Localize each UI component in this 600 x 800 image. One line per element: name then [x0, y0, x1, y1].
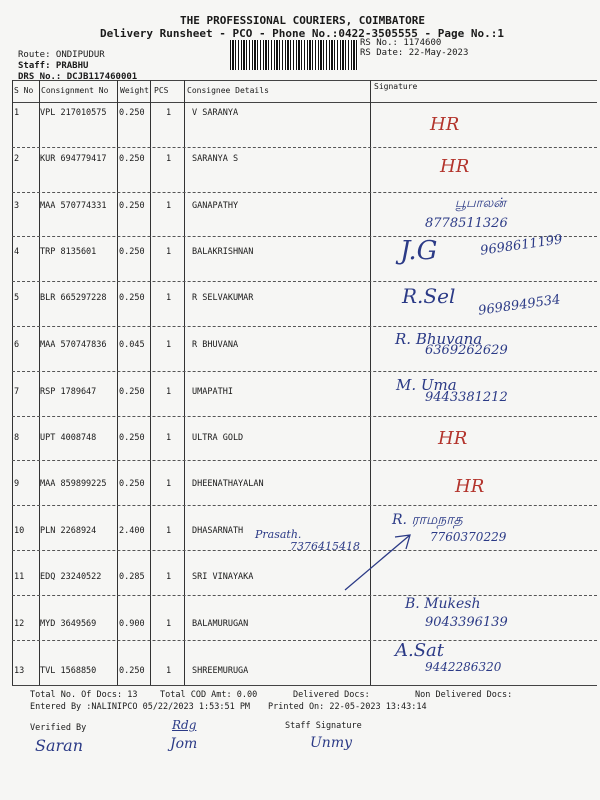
row-divider	[12, 192, 597, 193]
cell-pcs: 1	[166, 572, 172, 582]
cell-consignment: MYD 3649569	[40, 618, 97, 629]
row-divider	[12, 281, 597, 282]
cell-pcs: 1	[166, 432, 172, 443]
cell-pcs: 1	[166, 247, 172, 258]
delivered-docs: Delivered Docs:	[293, 690, 370, 700]
cell-consignee: V SARANYA	[192, 108, 239, 118]
cell-weight: 0.285	[119, 572, 145, 582]
row-divider	[12, 147, 597, 148]
cell-consignee: DHEENATHAYALAN	[192, 479, 264, 490]
cell-consignment: MAA 859899225	[40, 479, 107, 490]
signature-row-3-phone: 8778511326	[425, 216, 508, 231]
signature-row-4-mark: J.G	[400, 236, 438, 266]
rs-number: RS No.: 1174600	[360, 38, 442, 48]
cell-pcs: 1	[166, 340, 172, 350]
cell-consignee: UMAPATHI	[192, 386, 233, 397]
cell-consignment: TVL 1568850	[40, 665, 97, 676]
cell-consignment: BLR 665297228	[40, 293, 107, 304]
cell-weight: 0.045	[119, 340, 145, 350]
rdg-mark: Rdg	[172, 718, 197, 732]
signature-row-8: HR	[438, 428, 468, 449]
col-header-signature: Signature	[374, 82, 418, 91]
signature-row-3-name: பூபாலன்	[455, 196, 506, 211]
signature-row-10-name: Prasath.	[255, 528, 302, 541]
cell-consignee: ULTRA GOLD	[192, 432, 244, 443]
runsheet-table	[12, 80, 597, 686]
arrow-mark	[340, 525, 420, 595]
cell-consignment: KUR 694779417	[40, 153, 107, 164]
signature-row-9: HR	[455, 476, 485, 497]
cell-consignee: SARANYA S	[192, 153, 239, 164]
signature-row-6-name: R. Bhuvana	[395, 330, 483, 348]
cell-consignment: PLN 2268924	[40, 526, 97, 537]
signature-row-10-receiver-phone: 7760370229	[430, 530, 507, 544]
signature-row-12-phone: 9043396139	[425, 615, 508, 630]
cell-sno: 4	[14, 247, 20, 258]
company-title: THE PROFESSIONAL COURIERS, COIMBATORE	[180, 14, 426, 27]
staff-signature-label: Staff Signature	[285, 721, 362, 731]
signature-row-7-phone: 9443381212	[425, 390, 508, 405]
cell-consignment: RSP 1789647	[40, 386, 97, 397]
verified-signature: Saran	[35, 736, 83, 755]
signature-row-10-receiver: R. ராமநாத	[392, 512, 463, 528]
row-divider	[12, 236, 597, 237]
non-delivered-docs: Non Delivered Docs:	[415, 690, 513, 700]
row-divider	[12, 460, 597, 461]
cell-consignment: MAA 570774331	[40, 200, 107, 211]
cell-pcs: 1	[166, 665, 172, 676]
cell-consignee: SHREEMURUGA	[192, 665, 249, 676]
row-divider	[12, 371, 597, 372]
cell-pcs: 1	[166, 386, 172, 397]
route-label: Route: ONDIPUDUR	[18, 50, 105, 60]
cell-pcs: 1	[166, 293, 172, 304]
col-header-weight: Weight	[120, 86, 149, 95]
cell-weight: 0.900	[119, 618, 145, 629]
row-divider	[12, 505, 597, 506]
signature-row-10-phone: 7376415418	[290, 540, 360, 553]
signature-row-13-mark: A.Sat	[395, 640, 445, 661]
cell-sno: 1	[14, 108, 20, 118]
cell-pcs: 1	[166, 200, 172, 211]
row-divider	[12, 640, 597, 641]
cell-sno: 13	[14, 665, 25, 676]
signature-row-5-mark: R.Sel	[402, 284, 456, 308]
cell-consignee: R BHUVANA	[192, 340, 239, 350]
cell-weight: 2.400	[119, 526, 145, 537]
cell-sno: 12	[14, 618, 25, 629]
cell-weight: 0.250	[119, 293, 145, 304]
signature-row-5-phone: 9698949534	[477, 292, 562, 319]
staff-label: Staff: PRABHU	[18, 61, 89, 71]
cell-consignee: DHASARNATH	[192, 526, 244, 537]
cell-pcs: 1	[166, 153, 172, 164]
signature-row-6-phone: 6369262629	[425, 343, 508, 358]
cell-weight: 0.250	[119, 386, 145, 397]
cell-weight: 0.250	[119, 432, 145, 443]
runsheet-subtitle: Delivery Runsheet - PCO - Phone No.:0422-3505555 - Page No.:1	[100, 27, 504, 40]
cell-weight: 0.250	[119, 200, 145, 211]
row-divider	[12, 326, 597, 327]
cell-sno: 11	[14, 572, 25, 582]
cell-sno: 5	[14, 293, 20, 304]
cell-weight: 0.250	[119, 479, 145, 490]
verified-by-label: Verified By	[30, 723, 87, 733]
total-docs: Total No. Of Docs: 13	[30, 690, 138, 700]
col-header-sno: S No	[14, 86, 34, 95]
cell-consignment: MAA 570747836	[40, 340, 107, 350]
signature-row-7-name: M. Uma	[396, 376, 457, 394]
cell-sno: 2	[14, 153, 20, 164]
cell-consignment: UPT 4008748	[40, 432, 97, 443]
cell-consignee: SRI VINAYAKA	[192, 572, 254, 582]
cell-sno: 9	[14, 479, 20, 490]
cell-sno: 7	[14, 386, 20, 397]
col-header-consignment: Consignment No	[41, 86, 109, 95]
printed-on: Printed On: 22-05-2023 13:43:14	[268, 702, 427, 712]
total-cod: Total COD Amt: 0.00	[160, 690, 258, 700]
staff-signature: Unmy	[310, 735, 352, 751]
cell-consignment: EDQ 23240522	[40, 572, 102, 582]
signature-row-4-phone: 9698611199	[479, 232, 564, 259]
cell-sno: 10	[14, 526, 25, 537]
row-divider	[12, 595, 597, 596]
cell-consignee: R SELVAKUMAR	[192, 293, 254, 304]
row-divider	[12, 416, 597, 417]
signature-row-13-phone: 9442286320	[425, 660, 502, 674]
cell-weight: 0.250	[119, 247, 145, 258]
cell-sno: 6	[14, 340, 20, 350]
cell-pcs: 1	[166, 108, 172, 118]
cell-pcs: 1	[166, 526, 172, 537]
col-header-consignee: Consignee Details	[187, 86, 269, 95]
cell-consignee: BALAKRISHNAN	[192, 247, 254, 258]
barcode-image	[230, 40, 358, 70]
signature-row-2: HR	[440, 156, 470, 177]
rs-date: RS Date: 22-May-2023	[360, 48, 469, 58]
cell-weight: 0.250	[119, 153, 145, 164]
drs-number: DRS No.: DCJB117460001	[18, 72, 138, 82]
cell-consignee: BALAMURUGAN	[192, 618, 249, 629]
signature-row-12-name: B. Mukesh	[405, 596, 481, 612]
col-header-pcs: PCS	[154, 86, 169, 95]
entered-by: Entered By :NALINIPCO 05/22/2023 1:53:51 PM	[30, 702, 251, 712]
cell-sno: 8	[14, 432, 20, 443]
cell-sno: 3	[14, 200, 20, 211]
cell-consignment: TRP 8135601	[40, 247, 97, 258]
cell-consignee: GANAPATHY	[192, 200, 239, 211]
cell-pcs: 1	[166, 618, 172, 629]
cell-weight: 0.250	[119, 108, 145, 118]
signature-row-1: HR	[430, 114, 460, 135]
cell-weight: 0.250	[119, 665, 145, 676]
rdg-signature: Jom	[170, 736, 198, 752]
cell-pcs: 1	[166, 479, 172, 490]
cell-consignment: VPL 217010575	[40, 108, 107, 118]
